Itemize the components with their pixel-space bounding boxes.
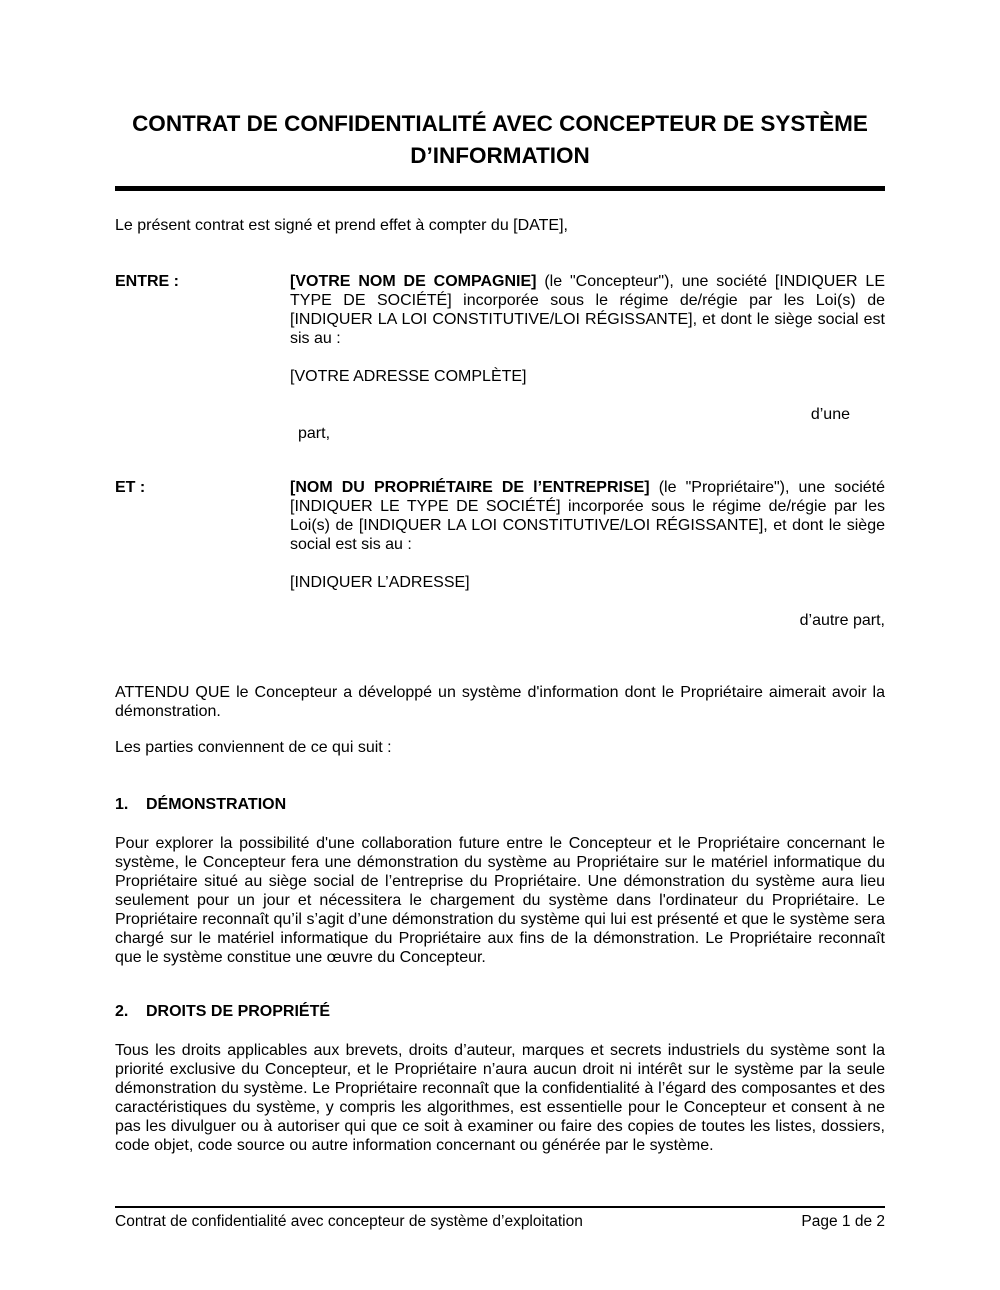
party-entre-text — [290, 272, 885, 348]
party-et-description: (le "Propriétaire"), une société [INDIQUER LE TYPE DE SOCIÉTÉ] incorporée sous le régime de/régie par les Loi(s) de [INDIQUER LA LOI CONSTITUTIVE/LOI RÉGISSANTE], et dont le siège social est sis au : — [290, 479, 885, 553]
section-2-number: 2. — [115, 1003, 129, 1020]
recitals-paragraph: ATTENDU QUE le Concepteur a développé un système d'information dont le Propriétaire aimerait avoir la démonstration. — [115, 684, 885, 720]
party-et-address-placeholder: [INDIQUER L’ADRESSE] — [290, 574, 470, 591]
section-droits-de-propriete — [115, 1002, 885, 1155]
section-2-heading — [115, 1002, 885, 1021]
party-entre-company-placeholder: [VOTRE NOM DE COMPAGNIE] — [290, 273, 537, 290]
party-entre-closing — [290, 405, 885, 443]
party-entre — [115, 272, 885, 443]
footer-page-number: Page 1 de 2 — [801, 1213, 885, 1230]
party-et — [115, 478, 885, 630]
party-et-text — [290, 478, 885, 554]
party-et-body — [290, 478, 885, 630]
section-1-title: DÉMONSTRATION — [146, 796, 287, 813]
party-et-closing — [290, 611, 885, 630]
intro-paragraph: Le présent contrat est signé et prend effet à compter du [DATE], — [115, 217, 568, 234]
section-1-heading — [115, 795, 885, 814]
section-1-number: 1. — [115, 796, 129, 813]
party-entre-body — [290, 272, 885, 443]
page-content — [115, 0, 885, 1155]
party-et-owner-placeholder: [NOM DU PROPRIÉTAIRE DE l’ENTREPRISE] — [290, 479, 650, 496]
party-et-label: ET : — [115, 479, 146, 496]
title-divider — [115, 186, 885, 191]
party-entre-description: (le "Concepteur"), une société [INDIQUER LE TYPE DE SOCIÉTÉ] incorporée sous le régime de/régie par les Loi(s) de [INDIQUER LA LOI CONSTITUTIVE/LOI RÉGISSANTE], et dont le siège social est sis au : — [290, 273, 885, 347]
party-entre-closing-line-2: part, — [298, 425, 331, 442]
page-footer — [115, 1206, 885, 1231]
party-entre-address-placeholder: [VOTRE ADRESSE COMPLÈTE] — [290, 368, 527, 385]
section-1-body: Pour explorer la possibilité d'une collaboration future entre le Concepteur et le Propriétaire concernant le système, le Concepteur fera une démonstration du système au Propriétaire sur le matériel informatique du Propriétaire situé au siège social de l’entreprise du Propriétaire. Une démonstration du système aura lieu seulement pour un jour et nécessitera le chargement du système dans l'ordinateur du Propriétaire. Le Propriétaire reconnaît qu’il s’agit d’une démonstration du système qui lui est présenté et que le système sera chargé sur le matériel informatique du Propriétaire aux fins de la démonstration. Le Propriétaire reconnaît que le système constitue une œuvre du Concepteur. — [115, 835, 885, 966]
page-title: CONTRAT DE CONFIDENTIALITÉ AVEC CONCEPTEUR DE SYSTÈME D’INFORMATION — [132, 111, 868, 168]
footer-row — [115, 1212, 885, 1231]
agreement-lead-paragraph: Les parties conviennent de ce qui suit : — [115, 739, 392, 756]
section-2-body: Tous les droits applicables aux brevets, droits d’auteur, marques et secrets industriels du système sont la priorité exclusive du Concepteur, et le Propriétaire n’aura aucun droit ni intérêt sur le système par la seule démonstration du système. Le Propriétaire reconnaît que la confidentialité à l’égard des composantes et des caractéristiques du système, y compris les algorithmes, est essentielle pour le Concepteur et consent à ne pas les divulguer ou à autoriser qui que ce soit à examiner ou faire des copies de toutes les listes, dossiers, code objet, code source ou autre information concernant ou générée par le système. — [115, 1042, 885, 1154]
section-demonstration — [115, 795, 885, 967]
footer-document-title: Contrat de confidentialité avec concepteur de système d’exploitation — [115, 1213, 583, 1230]
footer-divider — [115, 1206, 885, 1208]
section-2-title: DROITS DE PROPRIÉTÉ — [146, 1003, 331, 1020]
party-et-closing-line-1: d’autre part, — [799, 612, 885, 629]
party-entre-label: ENTRE : — [115, 273, 179, 290]
party-entre-closing-line-1: d’une — [810, 406, 850, 423]
